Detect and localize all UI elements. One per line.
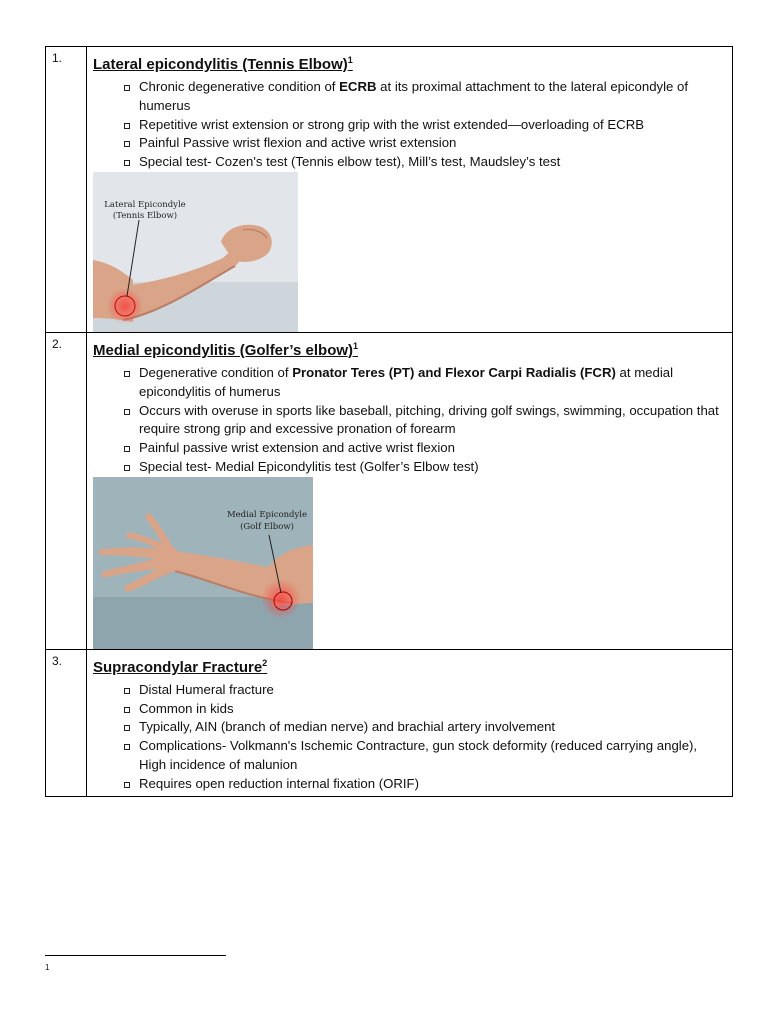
section-heading bbox=[93, 337, 726, 360]
tennis-elbow-photo bbox=[93, 172, 298, 332]
section-heading bbox=[93, 51, 726, 74]
list-item bbox=[139, 458, 726, 477]
bullet-text: Special test- Cozen's test (Tennis elbow test), Mill’s test, Maudsley’s test bbox=[139, 154, 561, 170]
list-item bbox=[139, 718, 726, 737]
arm-illustration bbox=[93, 477, 313, 649]
row-number: 2. bbox=[46, 332, 87, 649]
section-title: Lateral epicondylitis (Tennis Elbow) bbox=[93, 56, 348, 73]
image-label-line1: Lateral Epicondyle bbox=[104, 199, 186, 210]
list-item bbox=[139, 402, 726, 440]
section-title: Supracondylar Fracture bbox=[93, 658, 263, 676]
bullet-text: Special test- Medial Epicondylitis test (Golfer’s Elbow test) bbox=[139, 458, 479, 474]
list-item bbox=[139, 153, 726, 172]
row-content bbox=[87, 332, 733, 649]
conditions-table bbox=[45, 46, 733, 797]
bullet-text: at medial epicondylitis of humerus bbox=[139, 364, 674, 399]
footnote-separator bbox=[45, 955, 226, 956]
table-row bbox=[46, 47, 733, 333]
bullet-text: at its proximal attachment to the lateral epicondyle of humerus bbox=[139, 79, 689, 113]
arm-illustration bbox=[93, 172, 298, 332]
bullet-text: Degenerative condition of bbox=[139, 364, 293, 380]
footnote-ref[interactable]: 1 bbox=[347, 55, 353, 65]
bullet-text: Painful passive wrist extension and active wrist flexion bbox=[139, 440, 455, 456]
golfer-elbow-photo bbox=[93, 477, 313, 649]
bullet-text: Distal Humeral fracture bbox=[139, 681, 274, 697]
row-content bbox=[87, 47, 733, 333]
footnote-ref[interactable]: 1 bbox=[353, 340, 359, 351]
bullet-text: Chronic degenerative condition of bbox=[139, 79, 340, 94]
bullet-text: Typically, AIN (branch of median nerve) and brachial artery involvement bbox=[139, 719, 556, 735]
table-row bbox=[46, 649, 733, 796]
list-item bbox=[139, 439, 726, 458]
image-label-line2: (Golf Elbow) bbox=[240, 521, 294, 532]
bullet-text: Requires open reduction internal fixation (ORIF) bbox=[139, 775, 420, 791]
list-item bbox=[139, 775, 726, 794]
table-row bbox=[46, 332, 733, 649]
bullet-list bbox=[93, 364, 726, 477]
list-item bbox=[139, 116, 726, 135]
section-heading bbox=[93, 654, 726, 677]
image-label-line1: Medial Epicondyle bbox=[226, 509, 308, 520]
row-content bbox=[87, 649, 733, 796]
row-number: 3. bbox=[46, 649, 87, 796]
bullet-list bbox=[93, 78, 726, 172]
row-number: 1. bbox=[46, 47, 87, 333]
list-item bbox=[139, 364, 726, 402]
list-item bbox=[139, 134, 726, 153]
list-item bbox=[139, 700, 726, 719]
footnote-ref[interactable]: 2 bbox=[262, 657, 268, 668]
bullet-text: Common in kids bbox=[139, 700, 234, 716]
list-item bbox=[139, 681, 726, 700]
list-item bbox=[139, 737, 726, 775]
bullet-bold-text: ECRB bbox=[339, 79, 377, 94]
image-label-line2: (Tennis Elbow) bbox=[112, 210, 178, 221]
bullet-text: Complications- Volkmann's Ischemic Contracture, gun stock deformity (reduced carrying angle), High incidence of malunion bbox=[139, 738, 698, 772]
bullet-text: Painful Passive wrist flexion and active wrist extension bbox=[139, 135, 457, 151]
bullet-bold-text: Pronator Teres (PT) and Flexor Carpi Radialis (FCR) bbox=[292, 364, 616, 380]
bullet-text: Occurs with overuse in sports like baseball, pitching, driving golf swings, swimming, occupation that require strong grip and excessive pronation of forearm bbox=[139, 402, 719, 437]
bullet-text: Repetitive wrist extension or strong grip with the wrist extended—overloading of ECRB bbox=[139, 116, 645, 132]
section-title: Medial epicondylitis (Golfer’s elbow) bbox=[93, 341, 354, 359]
bullet-list bbox=[93, 681, 726, 794]
list-item bbox=[139, 78, 726, 116]
footnote-number: 1 bbox=[45, 963, 50, 972]
